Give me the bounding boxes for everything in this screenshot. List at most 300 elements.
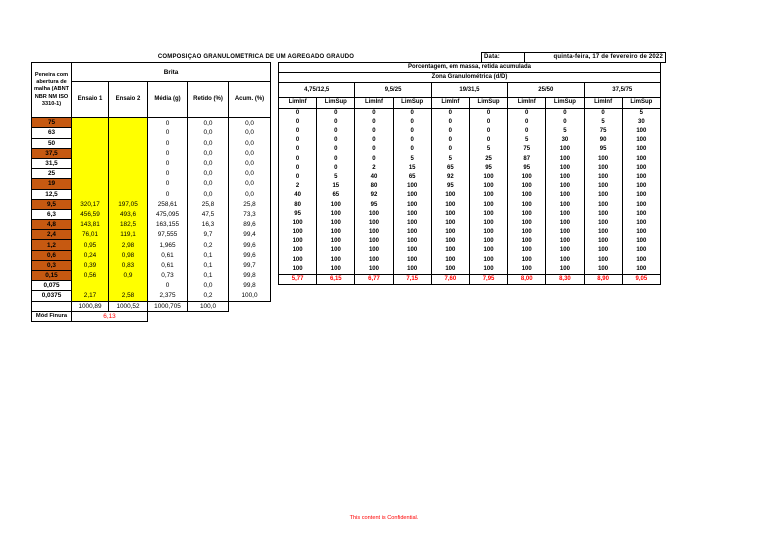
retido-total: 100,0 bbox=[188, 301, 229, 311]
liminf-value: 100 bbox=[584, 173, 622, 182]
limsup-value: 100 bbox=[393, 200, 431, 209]
table-row bbox=[32, 291, 279, 301]
liminf-value: 100 bbox=[508, 210, 546, 219]
limsup-value: 15 bbox=[393, 164, 431, 173]
zone-header: 19/31,5 bbox=[431, 83, 507, 98]
liminf-value: 100 bbox=[584, 182, 622, 191]
liminf-value: 100 bbox=[279, 256, 317, 265]
liminf-value: 0 bbox=[279, 155, 317, 164]
media-value: 0 bbox=[148, 179, 188, 189]
liminf-value: 100 bbox=[584, 200, 622, 209]
liminf-value: 100 bbox=[508, 228, 546, 237]
limsup-value: 100 bbox=[469, 228, 507, 237]
liminf-value: 0 bbox=[355, 108, 393, 118]
limsup-value: 100 bbox=[469, 200, 507, 209]
table-row bbox=[32, 220, 279, 230]
ensaio2-value: 182,5 bbox=[109, 220, 148, 230]
header-porcentagem: Porcentagem, em massa, retida acumulada bbox=[279, 63, 661, 73]
table-row bbox=[279, 191, 661, 200]
table-row bbox=[279, 246, 661, 255]
limsup-value: 100 bbox=[393, 237, 431, 246]
ensaio1-value bbox=[72, 128, 109, 138]
media-value: 258,61 bbox=[148, 199, 188, 209]
sieve-size: 6,3 bbox=[32, 209, 72, 219]
retido-value: 0,2 bbox=[188, 291, 229, 301]
ensaio2-value: 493,6 bbox=[109, 209, 148, 219]
liminf-value: 100 bbox=[355, 228, 393, 237]
sum-value: 7,15 bbox=[393, 274, 431, 284]
limsup-value: 0 bbox=[317, 118, 355, 127]
modulo-finura-value: 6,13 bbox=[72, 311, 148, 321]
acum-value: 0,0 bbox=[229, 158, 271, 168]
liminf-value: 100 bbox=[431, 237, 469, 246]
liminf-value: 100 bbox=[431, 265, 469, 275]
retido-value: 0,0 bbox=[188, 128, 229, 138]
limsup-value: 30 bbox=[622, 118, 660, 127]
ensaio2-value bbox=[109, 281, 148, 291]
liminf-value: 100 bbox=[584, 246, 622, 255]
limsup-value: 100 bbox=[469, 246, 507, 255]
table-row bbox=[32, 158, 279, 168]
table-row bbox=[279, 219, 661, 228]
acum-header: Acum. (%) bbox=[229, 82, 271, 118]
sum-value: 8,30 bbox=[546, 274, 584, 284]
liminf-value: 0 bbox=[355, 145, 393, 154]
limsup-value: 100 bbox=[622, 228, 660, 237]
limsup-value: 100 bbox=[546, 210, 584, 219]
liminf-value: 0 bbox=[431, 108, 469, 118]
modulo-finura-label: Mód Finura bbox=[32, 311, 72, 321]
limsup-value: 100 bbox=[317, 237, 355, 246]
liminf-value: 100 bbox=[584, 210, 622, 219]
limsup-value: 30 bbox=[546, 136, 584, 145]
liminf-value: 100 bbox=[279, 219, 317, 228]
limsup-value: 100 bbox=[469, 210, 507, 219]
acum-value: 99,6 bbox=[229, 240, 271, 250]
media-value: 0 bbox=[148, 281, 188, 291]
ensaio2-value bbox=[109, 189, 148, 199]
media-value: 0 bbox=[148, 158, 188, 168]
liminf-value: 100 bbox=[431, 256, 469, 265]
limsup-value: 100 bbox=[393, 210, 431, 219]
limsup-header: LimSup bbox=[317, 98, 355, 108]
ensaio2-value bbox=[109, 138, 148, 148]
media-value: 0 bbox=[148, 169, 188, 179]
limsup-header: LimSup bbox=[546, 98, 584, 108]
ensaio1-value: 0,95 bbox=[72, 240, 109, 250]
limsup-value: 100 bbox=[622, 155, 660, 164]
limsup-value: 100 bbox=[469, 219, 507, 228]
zone-header: 4,75/12,5 bbox=[279, 83, 355, 98]
liminf-value: 0 bbox=[279, 108, 317, 118]
sums-row bbox=[279, 274, 661, 284]
table-row bbox=[32, 230, 279, 240]
ensaio2-value: 2,98 bbox=[109, 240, 148, 250]
limsup-value: 0 bbox=[469, 118, 507, 127]
media-value: 0 bbox=[148, 148, 188, 158]
media-value: 0 bbox=[148, 189, 188, 199]
liminf-header: LimInf bbox=[431, 98, 469, 108]
ensaio1-header: Ensaio 1 bbox=[72, 82, 109, 118]
limsup-value: 100 bbox=[622, 191, 660, 200]
ensaio2-value: 0,9 bbox=[109, 271, 148, 281]
ensaio1-value bbox=[72, 281, 109, 291]
liminf-value: 100 bbox=[508, 173, 546, 182]
limsup-value: 0 bbox=[393, 127, 431, 136]
sum-value: 8,00 bbox=[508, 274, 546, 284]
limsup-value: 0 bbox=[317, 136, 355, 145]
liminf-value: 0 bbox=[279, 164, 317, 173]
liminf-value: 80 bbox=[355, 182, 393, 191]
media-header: Média (g) bbox=[148, 82, 188, 118]
sieve-size: 31,5 bbox=[32, 158, 72, 168]
liminf-value: 100 bbox=[431, 200, 469, 209]
liminf-value: 100 bbox=[431, 210, 469, 219]
liminf-value: 100 bbox=[279, 265, 317, 275]
ensaio2-value bbox=[109, 148, 148, 158]
media-value: 0,61 bbox=[148, 260, 188, 270]
liminf-value: 5 bbox=[584, 118, 622, 127]
totals-blank bbox=[32, 301, 72, 311]
sieve-size: 75 bbox=[32, 118, 72, 128]
date-value: quinta-feira, 17 de fevereiro de 2022 bbox=[525, 53, 666, 63]
acum-value: 73,3 bbox=[229, 209, 271, 219]
limsup-value: 100 bbox=[317, 265, 355, 275]
limsup-value: 100 bbox=[317, 246, 355, 255]
liminf-value: 100 bbox=[584, 237, 622, 246]
sheet-title: COMPOSIÇÃO GRANULOMÉTRICA DE UM AGREGADO GRAÚDO bbox=[157, 54, 355, 61]
retido-value: 47,5 bbox=[188, 209, 229, 219]
limsup-value: 0 bbox=[546, 118, 584, 127]
limsup-value: 100 bbox=[393, 191, 431, 200]
limsup-value: 100 bbox=[546, 237, 584, 246]
limsup-value: 100 bbox=[317, 228, 355, 237]
liminf-value: 75 bbox=[508, 145, 546, 154]
ensaio2-value: 119,1 bbox=[109, 230, 148, 240]
ensaio2-value bbox=[109, 179, 148, 189]
liminf-value: 0 bbox=[431, 145, 469, 154]
table-row bbox=[279, 265, 661, 275]
table-row bbox=[32, 138, 279, 148]
limsup-value: 0 bbox=[546, 108, 584, 118]
sieve-size: 9,5 bbox=[32, 199, 72, 209]
limsup-value: 5 bbox=[546, 127, 584, 136]
table-row bbox=[279, 182, 661, 191]
sieve-size: 0,075 bbox=[32, 281, 72, 291]
liminf-value: 0 bbox=[508, 118, 546, 127]
ensaio2-value: 0,83 bbox=[109, 260, 148, 270]
limsup-value: 0 bbox=[317, 164, 355, 173]
limsup-value: 25 bbox=[469, 155, 507, 164]
liminf-value: 100 bbox=[355, 246, 393, 255]
limsup-value: 0 bbox=[317, 155, 355, 164]
sieve-size: 4,8 bbox=[32, 220, 72, 230]
sieve-size: 63 bbox=[32, 128, 72, 138]
limsup-value: 100 bbox=[622, 265, 660, 275]
liminf-value: 100 bbox=[508, 246, 546, 255]
liminf-value: 100 bbox=[355, 219, 393, 228]
table-row bbox=[279, 228, 661, 237]
media-value: 97,555 bbox=[148, 230, 188, 240]
brita-header: Brita bbox=[72, 63, 271, 82]
ensaio1-value bbox=[72, 158, 109, 168]
acum-value: 100,0 bbox=[229, 291, 271, 301]
ensaio1-value: 0,24 bbox=[72, 250, 109, 260]
liminf-value: 95 bbox=[584, 145, 622, 154]
ensaio1-value bbox=[72, 138, 109, 148]
modulo-finura-row bbox=[32, 311, 279, 321]
liminf-value: 100 bbox=[279, 246, 317, 255]
liminf-value: 100 bbox=[279, 237, 317, 246]
limsup-value: 100 bbox=[469, 265, 507, 275]
liminf-value: 0 bbox=[584, 108, 622, 118]
ensaio1-value: 456,59 bbox=[72, 209, 109, 219]
liminf-value: 0 bbox=[508, 108, 546, 118]
table-row bbox=[32, 260, 279, 270]
limsup-value: 100 bbox=[622, 136, 660, 145]
limsup-value: 100 bbox=[317, 256, 355, 265]
liminf-value: 0 bbox=[355, 155, 393, 164]
sum-value: 8,90 bbox=[584, 274, 622, 284]
liminf-value: 100 bbox=[431, 246, 469, 255]
liminf-value: 2 bbox=[279, 182, 317, 191]
liminf-value: 0 bbox=[508, 127, 546, 136]
media-value: 2,375 bbox=[148, 291, 188, 301]
table-row bbox=[32, 250, 279, 260]
limsup-value: 100 bbox=[546, 182, 584, 191]
limsup-value: 0 bbox=[317, 108, 355, 118]
liminf-header: LimInf bbox=[279, 98, 317, 108]
retido-value: 9,7 bbox=[188, 230, 229, 240]
table-row bbox=[32, 199, 279, 209]
ensaio1-value: 143,81 bbox=[72, 220, 109, 230]
sum-value: 9,05 bbox=[622, 274, 660, 284]
media-value: 0,73 bbox=[148, 271, 188, 281]
table-row bbox=[279, 155, 661, 164]
ensaio2-value: 0,98 bbox=[109, 250, 148, 260]
limsup-value: 100 bbox=[622, 237, 660, 246]
limsup-value: 100 bbox=[546, 246, 584, 255]
liminf-value: 0 bbox=[279, 136, 317, 145]
limsup-value: 100 bbox=[622, 145, 660, 154]
spacer bbox=[271, 301, 279, 311]
table-row bbox=[32, 281, 279, 291]
liminf-value: 100 bbox=[508, 182, 546, 191]
liminf-value: 75 bbox=[584, 127, 622, 136]
retido-value: 0,0 bbox=[188, 281, 229, 291]
sum-value: 7,60 bbox=[431, 274, 469, 284]
media-value: 163,155 bbox=[148, 220, 188, 230]
media-total: 1000,705 bbox=[148, 301, 188, 311]
acum-value: 0,0 bbox=[229, 128, 271, 138]
sieve-size: 25 bbox=[32, 169, 72, 179]
liminf-value: 0 bbox=[355, 118, 393, 127]
ensaio1-total: 1000,89 bbox=[72, 301, 109, 311]
table-row bbox=[279, 108, 661, 118]
media-value: 0 bbox=[148, 138, 188, 148]
limsup-value: 100 bbox=[317, 200, 355, 209]
liminf-value: 100 bbox=[584, 164, 622, 173]
table-row bbox=[279, 210, 661, 219]
retido-value: 0,0 bbox=[188, 118, 229, 128]
liminf-value: 0 bbox=[279, 173, 317, 182]
acum-value: 0,0 bbox=[229, 148, 271, 158]
liminf-value: 5 bbox=[431, 155, 469, 164]
table-row bbox=[279, 173, 661, 182]
liminf-value: 100 bbox=[508, 191, 546, 200]
liminf-value: 80 bbox=[279, 200, 317, 209]
liminf-value: 100 bbox=[584, 228, 622, 237]
liminf-value: 0 bbox=[279, 118, 317, 127]
zone-limits-table bbox=[278, 62, 661, 285]
limsup-value: 100 bbox=[622, 210, 660, 219]
limsup-value: 5 bbox=[393, 155, 431, 164]
limsup-value: 100 bbox=[546, 173, 584, 182]
totals-row bbox=[32, 301, 279, 311]
date-label: Data: bbox=[482, 53, 525, 63]
retido-value: 25,8 bbox=[188, 199, 229, 209]
acum-total-blank bbox=[229, 301, 271, 311]
limsup-value: 5 bbox=[622, 108, 660, 118]
ensaio2-value: 197,05 bbox=[109, 199, 148, 209]
ensaio1-value bbox=[72, 169, 109, 179]
ensaio2-value bbox=[109, 169, 148, 179]
table-row bbox=[279, 127, 661, 136]
limsup-value: 15 bbox=[317, 182, 355, 191]
acum-value: 0,0 bbox=[229, 118, 271, 128]
liminf-header: LimInf bbox=[355, 98, 393, 108]
limsup-value: 100 bbox=[469, 256, 507, 265]
ensaio1-value: 76,01 bbox=[72, 230, 109, 240]
liminf-value: 2 bbox=[355, 164, 393, 173]
ensaio2-value bbox=[109, 118, 148, 128]
sum-value: 6,15 bbox=[317, 274, 355, 284]
media-value: 1,965 bbox=[148, 240, 188, 250]
table-row bbox=[279, 136, 661, 145]
acum-value: 0,0 bbox=[229, 179, 271, 189]
table-row bbox=[32, 128, 279, 138]
limsup-value: 100 bbox=[622, 127, 660, 136]
liminf-value: 92 bbox=[355, 191, 393, 200]
liminf-value: 95 bbox=[508, 164, 546, 173]
sieve-size: 37,5 bbox=[32, 148, 72, 158]
liminf-value: 100 bbox=[355, 237, 393, 246]
ensaio2-total: 1000,52 bbox=[109, 301, 148, 311]
liminf-value: 100 bbox=[584, 155, 622, 164]
media-value: 0 bbox=[148, 128, 188, 138]
limsup-value: 0 bbox=[469, 136, 507, 145]
acum-value: 25,8 bbox=[229, 199, 271, 209]
table-row bbox=[32, 209, 279, 219]
table-row bbox=[279, 145, 661, 154]
liminf-value: 0 bbox=[431, 136, 469, 145]
ensaio2-value bbox=[109, 158, 148, 168]
limsup-value: 0 bbox=[393, 118, 431, 127]
liminf-value: 40 bbox=[279, 191, 317, 200]
acum-value: 89,6 bbox=[229, 220, 271, 230]
ensaio1-value bbox=[72, 179, 109, 189]
liminf-value: 100 bbox=[508, 265, 546, 275]
table-row bbox=[279, 118, 661, 127]
acum-value: 99,7 bbox=[229, 260, 271, 270]
limsup-value: 100 bbox=[393, 265, 431, 275]
liminf-value: 95 bbox=[355, 200, 393, 209]
sieve-size: 50 bbox=[32, 138, 72, 148]
limsup-value: 100 bbox=[546, 256, 584, 265]
limsup-value: 0 bbox=[393, 145, 431, 154]
liminf-value: 100 bbox=[355, 265, 393, 275]
liminf-value: 0 bbox=[355, 127, 393, 136]
table-row bbox=[32, 118, 279, 128]
limsup-value: 0 bbox=[317, 127, 355, 136]
liminf-value: 100 bbox=[431, 191, 469, 200]
media-value: 0,61 bbox=[148, 250, 188, 260]
ensaio1-value: 0,56 bbox=[72, 271, 109, 281]
liminf-value: 0 bbox=[279, 127, 317, 136]
confidential-notice: This content is Confidential. bbox=[349, 515, 419, 521]
limsup-value: 65 bbox=[393, 173, 431, 182]
table-row bbox=[279, 256, 661, 265]
liminf-header: LimInf bbox=[584, 98, 622, 108]
liminf-value: 95 bbox=[279, 210, 317, 219]
limsup-value: 100 bbox=[393, 256, 431, 265]
ensaio1-value: 0,39 bbox=[72, 260, 109, 270]
limsup-value: 100 bbox=[622, 182, 660, 191]
liminf-value: 100 bbox=[508, 219, 546, 228]
liminf-value: 90 bbox=[584, 136, 622, 145]
limsup-value: 100 bbox=[546, 228, 584, 237]
limsup-value: 0 bbox=[393, 108, 431, 118]
limsup-header: LimSup bbox=[622, 98, 660, 108]
limsup-value: 100 bbox=[546, 155, 584, 164]
acum-value: 99,8 bbox=[229, 271, 271, 281]
ensaio2-value: 2,58 bbox=[109, 291, 148, 301]
liminf-value: 100 bbox=[355, 256, 393, 265]
ensaio1-value: 2,17 bbox=[72, 291, 109, 301]
limsup-value: 100 bbox=[622, 173, 660, 182]
sieve-size: 0,15 bbox=[32, 271, 72, 281]
limsup-value: 100 bbox=[546, 164, 584, 173]
retido-value: 0,1 bbox=[188, 260, 229, 270]
retido-value: 0,0 bbox=[188, 179, 229, 189]
limsup-value: 65 bbox=[317, 191, 355, 200]
retido-value: 0,1 bbox=[188, 250, 229, 260]
ensaio1-value bbox=[72, 189, 109, 199]
retido-value: 0,0 bbox=[188, 158, 229, 168]
limsup-value: 100 bbox=[469, 182, 507, 191]
retido-value: 0,0 bbox=[188, 189, 229, 199]
table-row bbox=[279, 237, 661, 246]
table-row bbox=[279, 200, 661, 209]
limsup-value: 100 bbox=[469, 191, 507, 200]
limsup-value: 0 bbox=[469, 108, 507, 118]
header-zona: Zona Granulométrica (d/D) bbox=[279, 73, 661, 83]
limsup-value: 100 bbox=[393, 246, 431, 255]
liminf-value: 0 bbox=[431, 127, 469, 136]
table-row bbox=[32, 179, 279, 189]
limsup-value: 100 bbox=[393, 182, 431, 191]
limsup-value: 5 bbox=[317, 173, 355, 182]
retido-value: 16,3 bbox=[188, 220, 229, 230]
limsup-value: 0 bbox=[469, 127, 507, 136]
sieve-size: 2,4 bbox=[32, 230, 72, 240]
sum-value: 5,77 bbox=[279, 274, 317, 284]
ensaio1-value: 320,17 bbox=[72, 199, 109, 209]
table-row bbox=[32, 169, 279, 179]
limsup-value: 0 bbox=[317, 145, 355, 154]
liminf-value: 92 bbox=[431, 173, 469, 182]
ensaio2-value bbox=[109, 128, 148, 138]
